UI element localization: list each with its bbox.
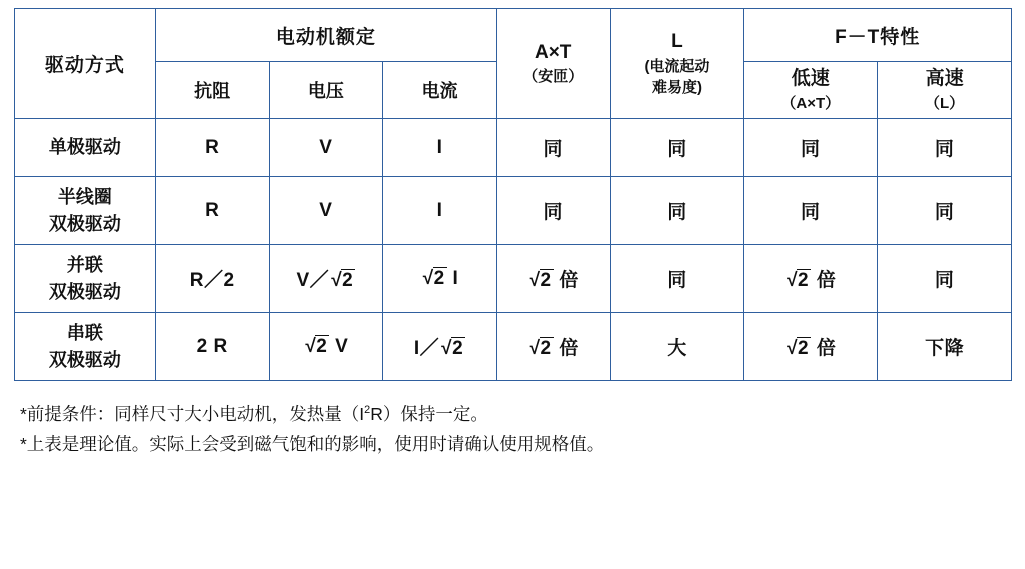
header-l-main: L — [671, 30, 683, 52]
cell-ft-low: 同 — [744, 119, 878, 177]
row-label-line2: 双极驱动 — [48, 213, 121, 234]
drive-mode-comparison-table — [14, 8, 1012, 381]
header-ft-low-main: 低速 — [791, 68, 830, 90]
footnotes — [20, 399, 1011, 459]
header-l — [610, 9, 744, 119]
row-label-line1: 单极驱动 — [48, 137, 121, 158]
cell-voltage: V — [269, 119, 383, 177]
cell-l: 同 — [610, 177, 744, 245]
row-label-line1: 并联 — [66, 255, 103, 276]
row-label-half-coil-bipolar — [15, 177, 156, 245]
header-current: 电流 — [383, 62, 497, 119]
cell-current: I／ √2 — [383, 313, 497, 381]
row-label-line2: 双极驱动 — [48, 281, 121, 302]
table-header — [15, 9, 1012, 119]
cell-ft-low: √2 倍 — [744, 245, 878, 313]
row-label-parallel-bipolar — [15, 245, 156, 313]
table-row — [15, 245, 1012, 313]
cell-current: √2 I — [383, 245, 497, 313]
cell-resistance: R — [155, 177, 269, 245]
header-ft-group: F－T特性 — [744, 9, 1012, 62]
header-row-top — [15, 9, 1012, 62]
cell-at: 同 — [496, 119, 610, 177]
table-row — [15, 177, 1012, 245]
row-label-line2: 双极驱动 — [48, 349, 121, 370]
header-at-sub: （安匝） — [523, 68, 584, 86]
header-drive-mode: 驱动方式 — [15, 9, 156, 119]
header-voltage: 电压 — [269, 62, 383, 119]
cell-at: 同 — [496, 177, 610, 245]
header-ft-high — [878, 62, 1012, 119]
cell-ft-high: 同 — [878, 177, 1012, 245]
cell-at: √2 倍 — [496, 245, 610, 313]
row-label-line1: 串联 — [66, 323, 103, 344]
cell-current: I — [383, 177, 497, 245]
cell-l: 大 — [610, 313, 744, 381]
header-ft-low — [744, 62, 878, 119]
table-body — [15, 119, 1012, 381]
header-ft-low-sub: （A×T） — [781, 94, 841, 112]
cell-ft-high: 同 — [878, 245, 1012, 313]
header-resistance: 抗阻 — [155, 62, 269, 119]
row-label-unipolar — [15, 119, 156, 177]
row-label-series-bipolar — [15, 313, 156, 381]
cell-current: I — [383, 119, 497, 177]
header-ft-high-sub: （L） — [924, 94, 965, 112]
row-label-line1: 半线圈 — [57, 187, 112, 208]
header-l-sub-1: (电流起动 — [644, 57, 710, 75]
cell-voltage: V／ √2 — [269, 245, 383, 313]
cell-ft-low: 同 — [744, 177, 878, 245]
footnote-line-1: *前提条件：同样尺寸大小电动机，发热量$(I^2R)$保持一定。 — [20, 404, 488, 424]
cell-ft-high: 下降 — [878, 313, 1012, 381]
header-at-main: A×T — [534, 41, 572, 63]
cell-resistance: 2 R — [155, 313, 269, 381]
table-row — [15, 119, 1012, 177]
footnote-line-2: *上表是理论值。实际上会受到磁气饱和的影响，使用时请确认使用规格值。 — [20, 434, 605, 455]
header-l-sub-2: 难易度) — [651, 79, 702, 97]
cell-ft-low: √2 倍 — [744, 313, 878, 381]
cell-l: 同 — [610, 245, 744, 313]
cell-resistance: R — [155, 119, 269, 177]
cell-resistance: R／2 — [155, 245, 269, 313]
header-ft-high-main: 高速 — [925, 68, 964, 90]
cell-ft-high: 同 — [878, 119, 1012, 177]
cell-voltage: √2 V — [269, 313, 383, 381]
cell-l: 同 — [610, 119, 744, 177]
cell-voltage: V — [269, 177, 383, 245]
cell-at: √2 倍 — [496, 313, 610, 381]
header-at — [496, 9, 610, 119]
header-motor-rating-group: 电动机额定 — [155, 9, 496, 62]
table-row — [15, 313, 1012, 381]
